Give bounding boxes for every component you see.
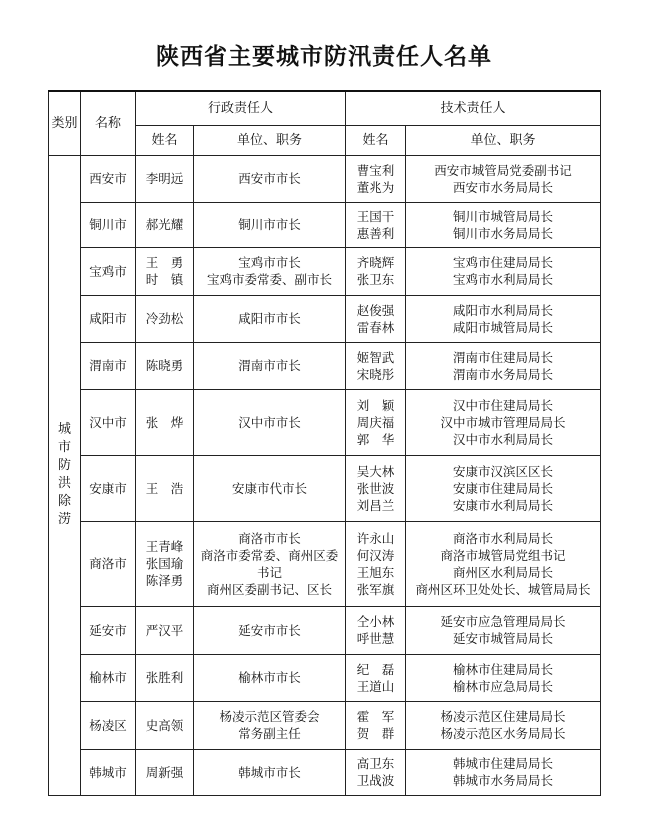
city-name-cell: 延安市 bbox=[81, 606, 136, 654]
city-name-cell: 韩城市 bbox=[81, 749, 136, 795]
header-name: 名称 bbox=[81, 91, 136, 155]
city-name-cell: 商洛市 bbox=[81, 521, 136, 606]
admin-person-cell: 王 浩 bbox=[136, 455, 194, 521]
tech-position-cell: 宝鸡市住建局局长 宝鸡市水利局局长 bbox=[406, 247, 601, 295]
tech-position-cell: 韩城市住建局局长 韩城市水务局局长 bbox=[406, 749, 601, 795]
admin-person-cell: 周新强 bbox=[136, 749, 194, 795]
city-name-cell: 安康市 bbox=[81, 455, 136, 521]
table-row bbox=[49, 295, 601, 342]
table-row bbox=[49, 389, 601, 455]
tech-position-cell: 咸阳市水利局局长 咸阳市城管局局长 bbox=[406, 295, 601, 342]
admin-position-cell: 铜川市市长 bbox=[194, 202, 346, 247]
tech-position-cell: 铜川市城管局局长 铜川市水务局局长 bbox=[406, 202, 601, 247]
header-tech-position: 单位、职务 bbox=[406, 125, 601, 155]
admin-position-cell: 榆林市市长 bbox=[194, 654, 346, 701]
table-row bbox=[49, 247, 601, 295]
header-tech-person: 姓名 bbox=[346, 125, 406, 155]
tech-person-cell: 刘 颖 周庆福 郭 华 bbox=[346, 389, 406, 455]
tech-person-cell: 仝小林 呼世慧 bbox=[346, 606, 406, 654]
city-name-cell: 杨凌区 bbox=[81, 701, 136, 749]
table-row bbox=[49, 202, 601, 247]
tech-position-cell: 杨凌示范区住建局局长 杨凌示范区水务局局长 bbox=[406, 701, 601, 749]
admin-position-cell: 宝鸡市市长 宝鸡市委常委、副市长 bbox=[194, 247, 346, 295]
admin-position-cell: 安康市代市长 bbox=[194, 455, 346, 521]
city-name-cell: 咸阳市 bbox=[81, 295, 136, 342]
city-name-cell: 渭南市 bbox=[81, 342, 136, 389]
admin-person-cell: 史高领 bbox=[136, 701, 194, 749]
city-name-cell: 宝鸡市 bbox=[81, 247, 136, 295]
city-name-cell: 汉中市 bbox=[81, 389, 136, 455]
admin-position-cell: 杨凌示范区管委会 常务副主任 bbox=[194, 701, 346, 749]
admin-position-cell: 汉中市市长 bbox=[194, 389, 346, 455]
header-admin-person: 姓名 bbox=[136, 125, 194, 155]
admin-person-cell: 郝光耀 bbox=[136, 202, 194, 247]
admin-position-cell: 韩城市市长 bbox=[194, 749, 346, 795]
tech-position-cell: 西安市城管局党委副书记 西安市水务局局长 bbox=[406, 155, 601, 202]
document-title: 陕西省主要城市防汛责任人名单 bbox=[156, 44, 492, 70]
admin-person-cell: 张 烨 bbox=[136, 389, 194, 455]
admin-position-cell: 延安市市长 bbox=[194, 606, 346, 654]
header-admin-position: 单位、职务 bbox=[194, 125, 346, 155]
tech-person-cell: 霍 军 贺 群 bbox=[346, 701, 406, 749]
admin-position-cell: 商洛市市长 商洛市委常委、商州区委 书记 商州区委副书记、区长 bbox=[194, 521, 346, 606]
category-cell: 城 市 防 洪 除 涝 bbox=[49, 155, 81, 795]
tech-person-cell: 赵俊强 雷春林 bbox=[346, 295, 406, 342]
tech-person-cell: 纪 磊 王道山 bbox=[346, 654, 406, 701]
tech-person-cell: 高卫东 卫战波 bbox=[346, 749, 406, 795]
city-name-cell: 铜川市 bbox=[81, 202, 136, 247]
city-name-cell: 榆林市 bbox=[81, 654, 136, 701]
admin-person-cell: 冷劲松 bbox=[136, 295, 194, 342]
city-name-cell: 西安市 bbox=[81, 155, 136, 202]
table-row bbox=[49, 749, 601, 795]
admin-person-cell: 陈晓勇 bbox=[136, 342, 194, 389]
tech-position-cell: 延安市应急管理局局长 延安市城管局局长 bbox=[406, 606, 601, 654]
tech-position-cell: 榆林市住建局局长 榆林市应急局局长 bbox=[406, 654, 601, 701]
tech-person-cell: 齐晓辉 张卫东 bbox=[346, 247, 406, 295]
tech-position-cell: 渭南市住建局局长 渭南市水务局局长 bbox=[406, 342, 601, 389]
table-row bbox=[49, 155, 601, 202]
admin-position-cell: 咸阳市市长 bbox=[194, 295, 346, 342]
admin-person-cell: 严汉平 bbox=[136, 606, 194, 654]
tech-position-cell: 汉中市住建局局长 汉中市城市管理局局长 汉中市水利局局长 bbox=[406, 389, 601, 455]
tech-position-cell: 商洛市水利局局长 商洛市城管局党组书记 商州区水利局局长 商州区环卫处处长、城管局局长 bbox=[406, 521, 601, 606]
header-admin-group: 行政责任人 bbox=[136, 91, 346, 125]
table-row bbox=[49, 455, 601, 521]
table-row bbox=[49, 521, 601, 606]
table-row bbox=[49, 606, 601, 654]
admin-position-cell: 西安市市长 bbox=[194, 155, 346, 202]
table-row bbox=[49, 701, 601, 749]
header-category: 类别 bbox=[49, 91, 81, 155]
tech-position-cell: 安康市汉滨区区长 安康市住建局局长 安康市水利局局长 bbox=[406, 455, 601, 521]
tech-person-cell: 吴大林 张世波 刘昌兰 bbox=[346, 455, 406, 521]
tech-person-cell: 许永山 何汉涛 王旭东 张军旗 bbox=[346, 521, 406, 606]
table-row bbox=[49, 342, 601, 389]
admin-person-cell: 张胜利 bbox=[136, 654, 194, 701]
admin-person-cell: 王青峰 张国瑜 陈泽勇 bbox=[136, 521, 194, 606]
tech-person-cell: 王国干 惠善利 bbox=[346, 202, 406, 247]
admin-person-cell: 李明远 bbox=[136, 155, 194, 202]
header-tech-group: 技术责任人 bbox=[346, 91, 601, 125]
admin-position-cell: 渭南市市长 bbox=[194, 342, 346, 389]
responsibility-table bbox=[48, 90, 601, 796]
table-row bbox=[49, 654, 601, 701]
tech-person-cell: 曹宝利 董兆为 bbox=[346, 155, 406, 202]
admin-person-cell: 王 勇 时 镇 bbox=[136, 247, 194, 295]
tech-person-cell: 姬智武 宋晓彤 bbox=[346, 342, 406, 389]
